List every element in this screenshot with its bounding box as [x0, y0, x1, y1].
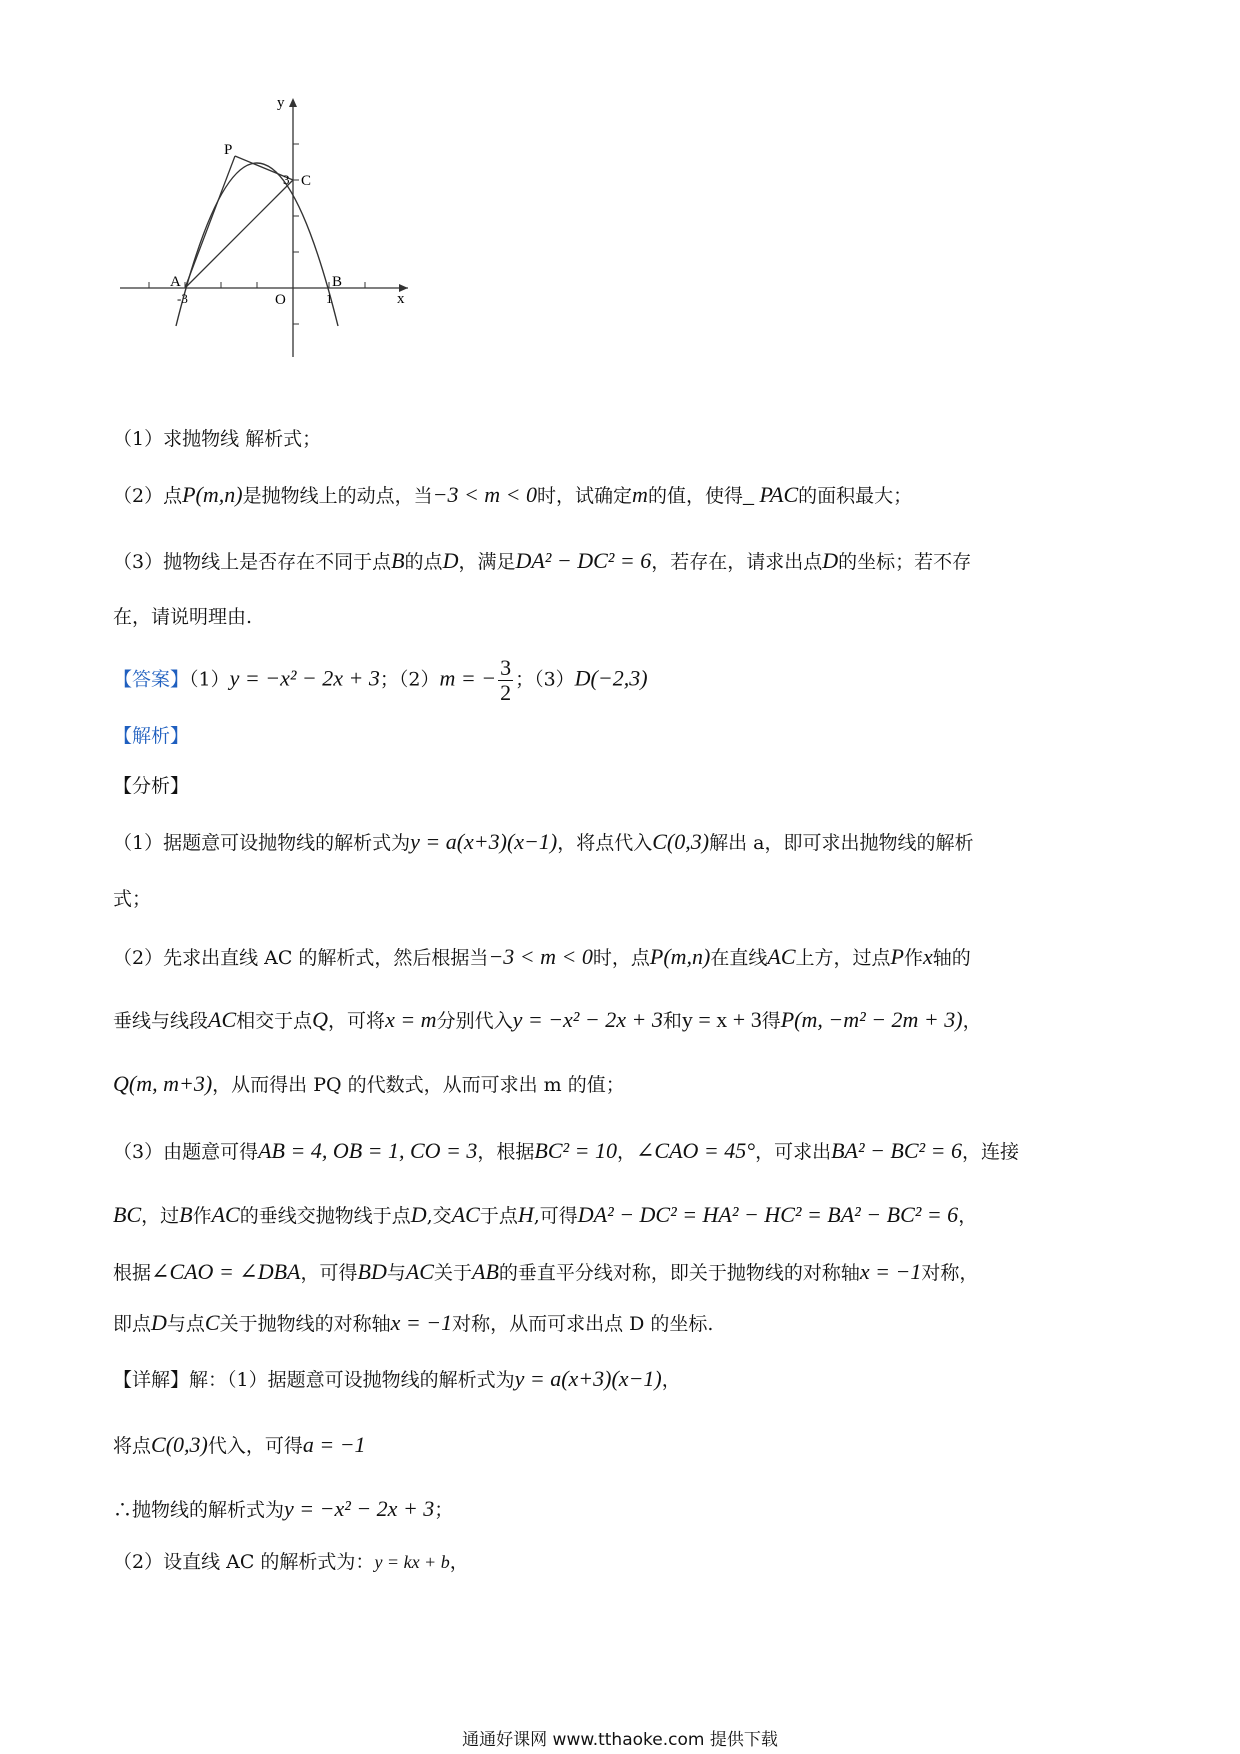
analysis-2-line1: （2）先求出直线 AC 的解析式，然后根据当−3 < m < 0时，点P(m,n)在直线AC上方，过点P作x轴的	[113, 944, 971, 969]
page-footer: 通通好课网 www.tthaoke.com 提供下载	[462, 1730, 778, 1750]
question-2: （2）点P(m,n)是抛物线上的动点，当−3 < m < 0时，试确定m的值，使得_ PAC的面积最大；	[113, 482, 913, 507]
detail-line1: 【详解】解：（1）据题意可设抛物线的解析式为y = a(x+3)(x−1)，	[113, 1366, 681, 1391]
analysis-3-line2: BC，过B作AC的垂线交抛物线于点D,交AC于点H,可得DA² − DC² = HA² − HC² = BA² − BC² = 6，	[113, 1202, 978, 1227]
answer-fraction: $\frac{3}{2}$	[500, 655, 512, 706]
question-1: （1）求抛物线 解析式；	[113, 428, 322, 450]
segment-ac	[185, 180, 293, 288]
label-p: P	[224, 142, 233, 158]
label-c: C	[301, 173, 312, 189]
detail-tag: 【详解】	[113, 1369, 190, 1391]
segment-pa	[185, 156, 235, 288]
fenxi-tag: 【分析】	[113, 775, 190, 797]
label-y: y	[277, 95, 285, 111]
question-3-line2: 在，请说明理由.	[113, 606, 253, 628]
answer-tag: 【答案】	[113, 668, 190, 691]
analysis-1-line1: （1）据题意可设抛物线的解析式为y = a(x+3)(x−1)，将点代入C(0,3)解出 a，即可求出抛物线的解析	[113, 829, 974, 854]
detail-line2: 将点C(0,3)代入，可得a = −1	[113, 1432, 366, 1457]
label-x: x	[397, 291, 405, 307]
question-3-line1: （3）抛物线上是否存在不同于点B的点D，满足DA² − DC² = 6，若存在，请求出点D的坐标；若不存	[113, 548, 972, 573]
analysis-1-line2: 式；	[113, 888, 152, 910]
answer-line: 【答案】（1）y = −x² − 2x + 3；（2）m = − $\frac{3}{2}$ ；（3）D(−2,3)	[113, 655, 648, 706]
analysis-3-line3: 根据∠CAO = ∠DBA，可得BD与AC关于AB的垂直平分线对称，即关于抛物线的对称轴x = −1对称，	[113, 1259, 979, 1284]
tick-neg3: -3	[177, 291, 188, 306]
y-axis-arrow	[289, 98, 297, 107]
parabola-figure	[120, 95, 470, 410]
label-o: O	[275, 292, 286, 308]
analysis-2-line3: Q(m, m+3)，从而得出 PQ 的代数式，从而可求出 m 的值；	[113, 1071, 625, 1096]
jiexi-tag: 【解析】	[113, 725, 190, 747]
tick-3: 3	[283, 172, 290, 187]
detail-line4: （2）设直线 AC 的解析式为：y = kx + b，	[113, 1551, 469, 1573]
analysis-2-line2: 垂线与线段AC相交于点Q，可将x = m分别代入y = −x² − 2x + 3和y = x + 3得P(m, −m² − 2m + 3)，	[113, 1007, 982, 1032]
label-b: B	[332, 274, 343, 290]
label-a: A	[170, 274, 181, 290]
parabola-curve	[176, 163, 338, 326]
analysis-3-line1: （3）由题意可得AB = 4, OB = 1, CO = 3，根据BC² = 10，∠CAO = 45°，可求出BA² − BC² = 6，连接	[113, 1138, 1019, 1163]
tick-1: 1	[326, 291, 333, 306]
analysis-3-line4: 即点D与点C关于抛物线的对称轴x = −1对称，从而可求出点 D 的坐标.	[113, 1310, 714, 1335]
detail-line3: ∴抛物线的解析式为y = −x² − 2x + 3；	[113, 1496, 454, 1521]
